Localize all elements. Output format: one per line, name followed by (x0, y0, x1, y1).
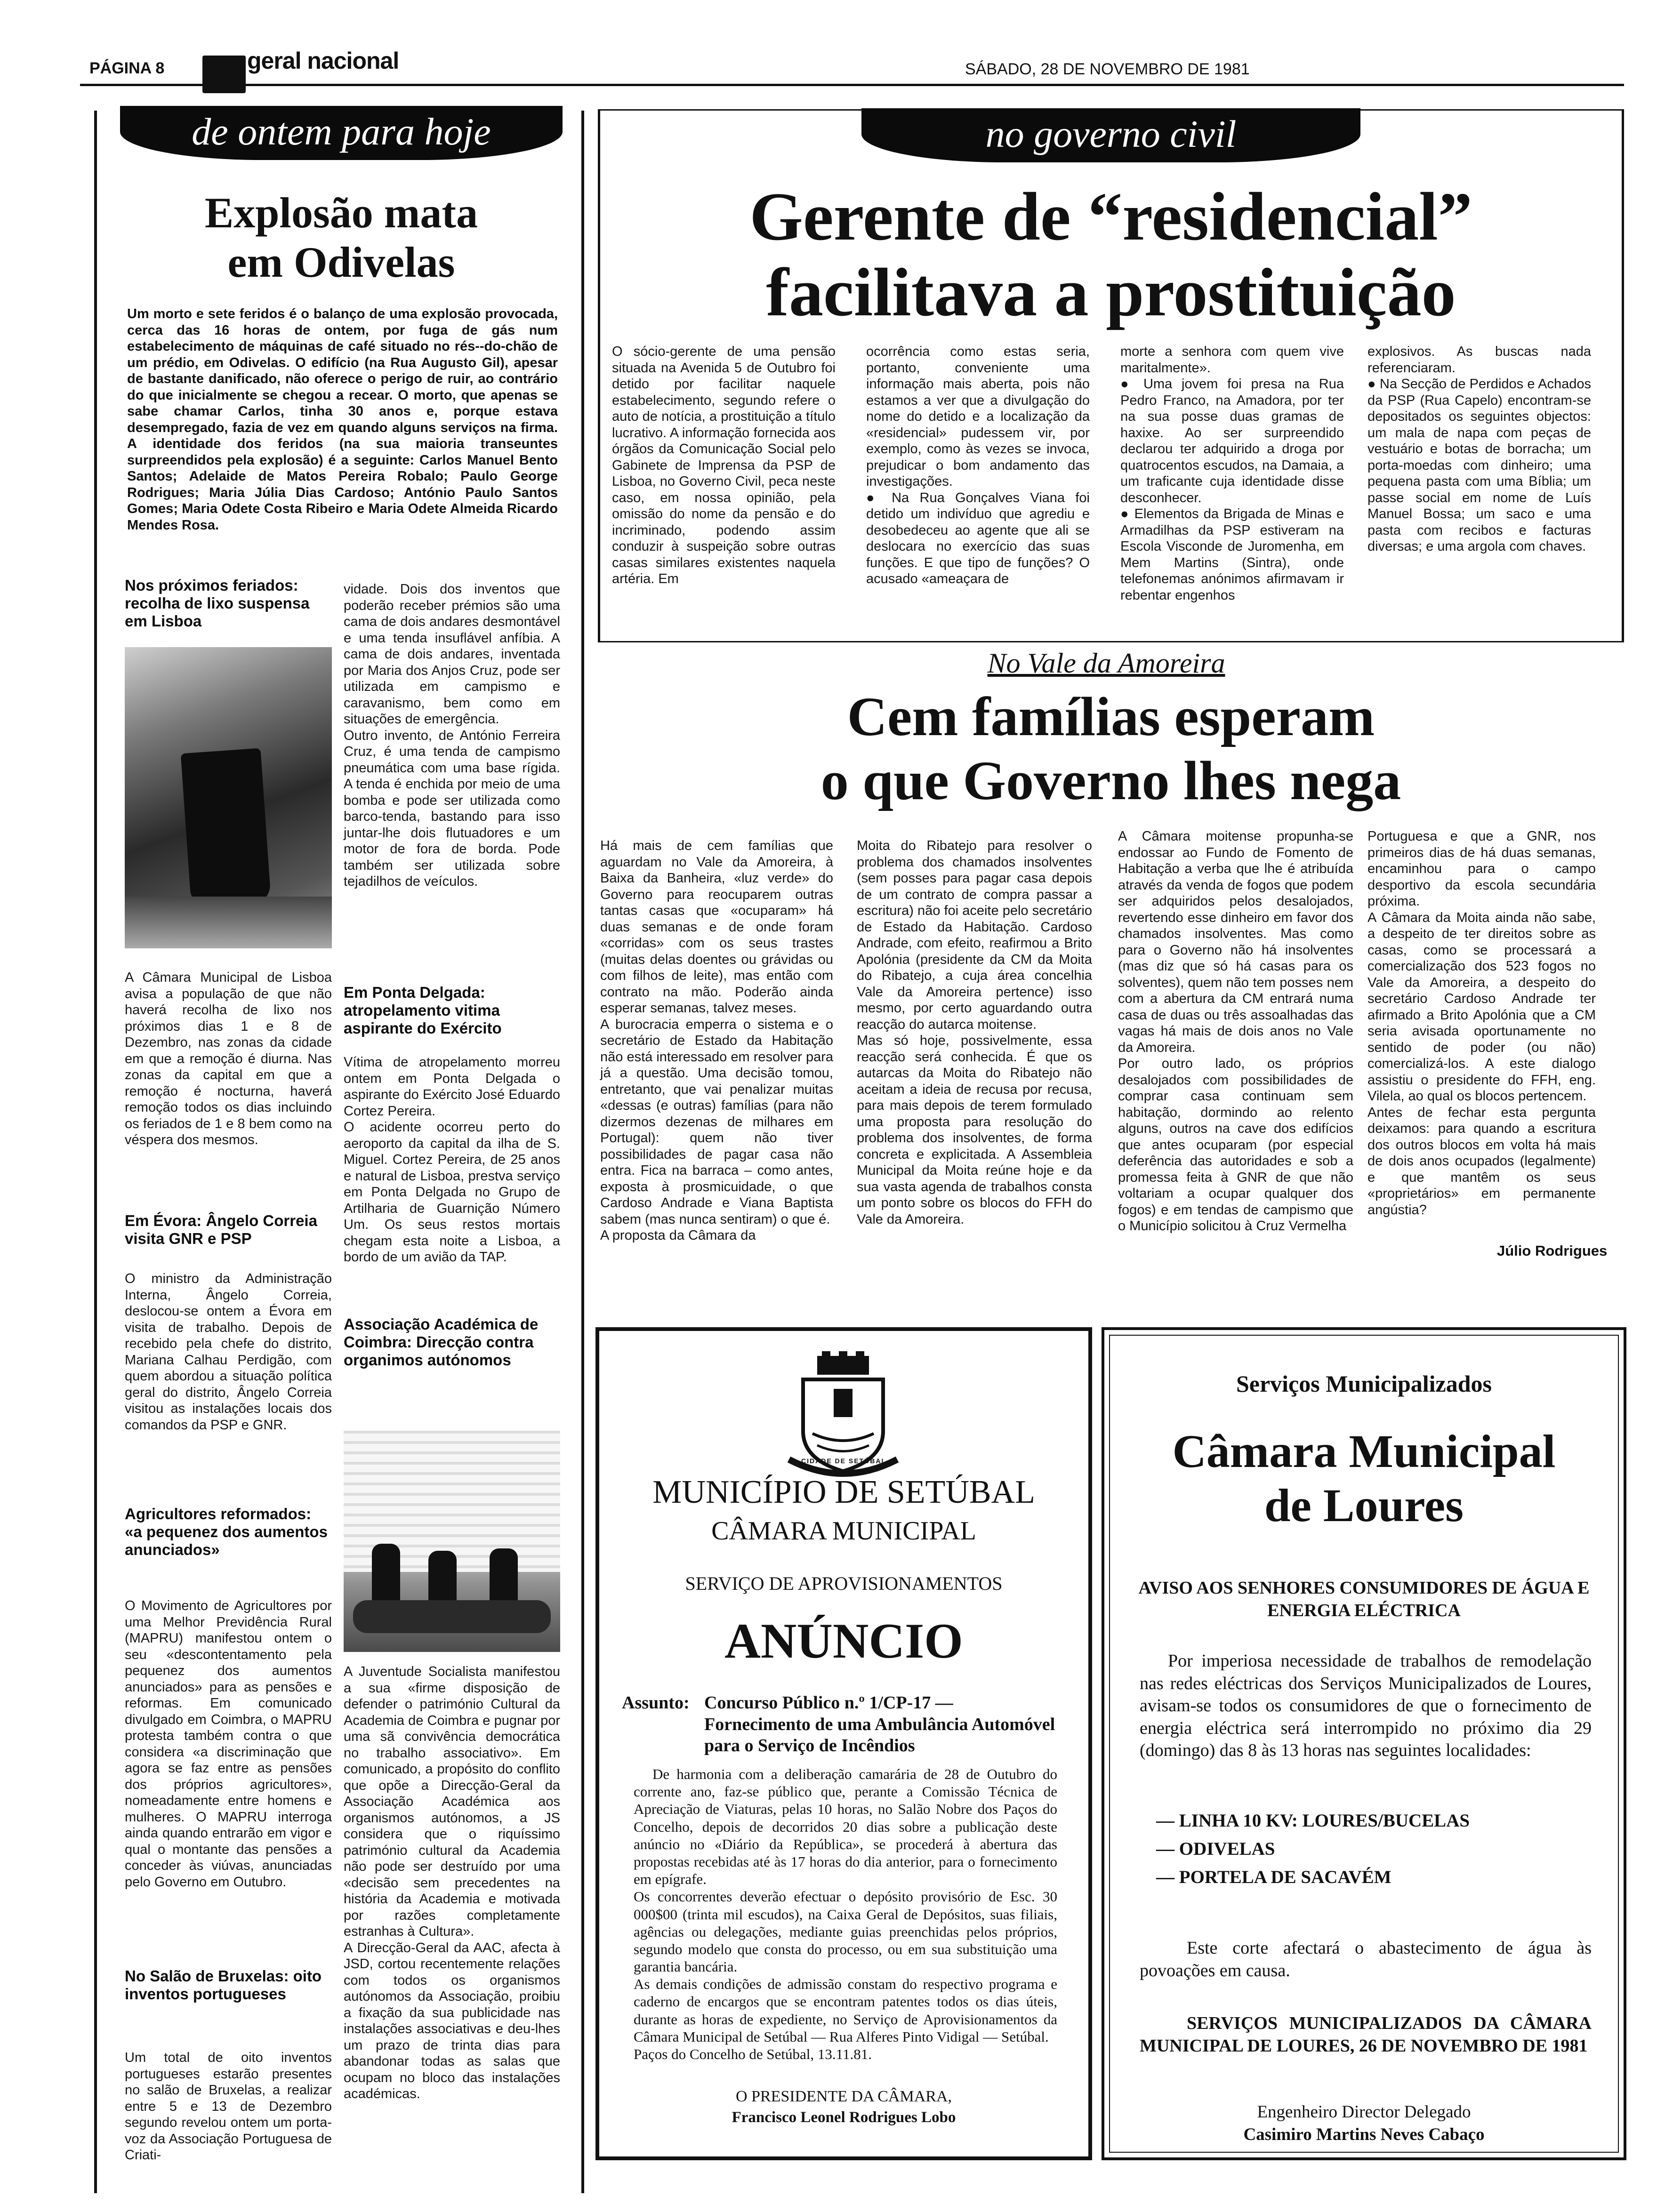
top-story-column: explosivos. As buscas nada referenciaram. ● Na Secção de Perdidos e Achados da PSP (Rua Capelo) encontram-se depositados os seguintes objectos: um mala de napa com peças de vestuário e botas de borracha; um porta-moedas com dinheiro; uma pequena pasta com uma Bíblia; um passe social em nome de Luís Manuel Bossa; um saco e uma pasta com recibos e facturas diversas; e uma argola com chaves. (1367, 344, 1591, 554)
left-column-border (581, 111, 584, 2193)
top-story-border (1622, 111, 1624, 642)
left-column-border (94, 111, 97, 2193)
brief-title: No Salão de Bruxelas: oito inventos portugueses (125, 1967, 322, 2003)
byline: Júlio Rodrigues (1497, 1242, 1608, 1259)
brief-body: O ministro da Administração Interna, Ângelo Correia, deslocou-se ontem a Évora em visita de trabalho. Depois de recebido pela chefe do distrito, Mariana Calhau Perdigão, com quem abordou a situação política geral do distrito, Ângelo Correia visitou as instalações locais dos comandos da PSP e GNR. (125, 1271, 332, 1433)
page-number: PÁGINA 8 (89, 59, 165, 77)
top-story-column: morte a senhora com quem vive maritalmente». ● Uma jovem foi presa na Rua Pedro Franco, na Amadora, por ter na sua posse duas gramas de haxixe. Ao ser surpreendido declarou ter adquirido a droga por quatrocentos escudos, na Damaia, a um traficante cuja identidade disse desconhecer. ● Elementos da Brigada de Minas e Armadilhas da PSP estiveram na Escola Visconde de Juromenha, em Mem Martins (Sintra), onde telefonemas anónimos afirmavam ir rebentar engenhos (1120, 344, 1344, 603)
top-story-column: ocorrência como estas seria, portanto, conveniente uma informação mais aberta, pois não estamos a ver que a divulgação do nome do detido e a localização da «residencial» pudessem vir, por exemplo, como às vezes se invoca, prejudicar o bom andamento das investigações. ● Na Rua Gonçalves Viana foi detido um indivíduo que agrediu e desobedeceu ao agente que ali se deslocara no exercício das suas funções. E que tipo de funções? O acusado «ameaçara de (866, 344, 1090, 586)
brief-body: Um total de oito inventos portugueses estarão presentes no salão de Bruxelas, a realizar entre 5 e 13 de Dezembro segundo revelou ontem um porta-voz da Associação Portuguesa de Criati- (125, 2050, 332, 2163)
brief-feriados (125, 577, 332, 630)
ground-shade (125, 897, 332, 948)
section-banner: de ontem para hoje (120, 106, 563, 160)
ad-signature-name: Casimiro Martins Neves Cabaço (1243, 2125, 1485, 2144)
ad-setubal-body: De harmonia com a deliberação camarária de 28 de Outubro do corrente ano, faz-se público que, perante a Comissão Técnica de Apreciação de Viaturas, pelas 10 horas, no Salão Nobre dos Paços do Concelho, depois de decorridos 20 dias sobre a publicação deste anúncio no «Diário da República», se procederá à abertura das propostas recebidas até às 17 horas do dia anterior, para o fornecimento em epígrafe. Os concorrentes deverão efectuar o depósito provisório de Esc. 30 000$00 (trinta mil escudos), na Caixa Geral de Depósitos, suas filiais, agências ou delegações, mediante guias preenchidas pelos próprios, segundo modelo que consta do processo, ou em sua substituição uma garantia bancária. As demais condições de admissão constam do respectivo programa e caderno de encargos que se encontram patentes todos os dias úteis, durante as horas de expediente, no Serviço de Aprovisionamentos da Câmara Municipal de Setúbal — Rua Alferes Pinto Vidigal — Setúbal. Paços do Concelho de Setúbal, 13.11.81. (634, 1766, 1057, 2062)
top-story-border (598, 111, 600, 642)
brief-title: Agricultores reformados: «a pequenez dos aumentos anunciados» (125, 1505, 328, 1558)
ad-loures-body: Por imperiosa necessidade de trabalhos de remodelação nas redes eléctricas dos Serviços Municipalizados de Loures, avisam-se todos os consumidores de que o fornecimento de energia eléctrica será interrompido no próximo dia 29 (domingo) das 8 às 13 horas nas seguintes localidades: (1140, 1651, 1592, 1760)
ad-setubal-subtitle: CÂMARA MUNICIPAL (711, 1516, 976, 1546)
ad-subject: Concurso Público n.º 1/CP-17 — Fornecimento de uma Ambulância Automóvel para o Serviço de Incêndios (704, 1693, 1055, 1756)
brief-body: O Movimento de Agricultores por uma Melhor Previdência Rural (MAPRU) manifestou ontem o seu «descontentamento pela pequenez dos aumentos anunciados» para as pensões e reformas. Em comunicado divulgado em Coimbra, o MAPRU protesta também contra o que considera «a discriminação que agora se faz entre as pensões dos próprios agricultores», nomeadamente entre homens e mulheres. O MAPRU interroga ainda quando entrarão em vigor e qual o montante das pensões a conceder às viúvas, anunciadas pelo Governo em Outubro. (125, 1598, 332, 1890)
horsemen-photo (344, 1431, 560, 1652)
lead-summary: Um morto e sete feridos é o balanço de uma explosão provocada, cerca das 16 horas de ontem, por fuga de gás num estabelecimento de máquinas de café situado no rés--do-chão de um prédio, em Odivelas. O edifício (na Rua Augusto Gil), apesar de bastante danificado, não oferece o perigo de ruir, ao contrário do que inicialmente se chegou a recear. O morto, que apenas se sabe chamar Carlos, tinha 30 anos e, porque estava desempregado, fazia de vez em quando alguns serviços na firma. A identidade dos feridos (na sua maioria transeuntes surpreendidos pela explosão) é a seguinte: Carlos Manuel Bento Santos; Adelaide de Matos Pereira Robalo; Paulo George Rodrigues; Maria Júlia Dias Cardoso; António Paulo Santos Gomes; Maria Odete Costa Ribeiro e Maria Odete Almeida Ricardo Mendes Rosa. (127, 306, 558, 533)
second-story-column: Moita do Ribatejo para resolver o problema dos chamados insolventes (sem posses para pagar casa depois de um contrato de compra passar a escritura) não foi aceite pelo secretário de Estado da Habitação. Cardoso Andrade, com efeito, reafirmou a Brito Apolónia (presidente da CM da Moita do Ribatejo, a cuja área concelhia Vale da Amoreira pertence) isso mesmo, por certo aguardando outra reacção do autarca moitense. Mas só hoje, possivelmente, essa reacção será conhecida. É que os autarcas da Moita do Ribatejo não aceitam a ideia de recusa por recusa, para mais depois de terem formulado uma proposta para resolução do problema dos insolventes, de forma concreta e explicitada. A Assembleia Municipal da Moita reúne hoje e da sua vasta agenda de trabalhos consta um ponto sobre os blocos do FFH do Vale da Amoreira. (857, 838, 1092, 1227)
ad-loures-place: — ODIVELAS (1156, 1839, 1275, 1859)
top-story-rule (598, 641, 1624, 642)
header-rule (80, 84, 1624, 86)
second-story-headline: Cem famílias esperam o que Governo lhes nega (820, 686, 1401, 811)
ad-signature-role: O PRESIDENTE DA CÂMARA, (735, 2088, 952, 2105)
ad-loures-place: — LINHA 10 KV: LOURES/BUCELAS (1156, 1811, 1470, 1831)
top-story-headline: Gerente de “residencial” facilitava a prostituição (749, 178, 1472, 330)
ad-signature-name: Francisco Leonel Rodrigues Lobo (732, 2109, 956, 2126)
ad-setubal-service: SERVIÇO DE APROVISIONAMENTOS (685, 1573, 1003, 1594)
second-story-kicker: No Vale da Amoreira (987, 648, 1225, 679)
brief-body: vidade. Dois dos inventos que poderão receber prémios são uma cama de dois andares desmontável e uma tenda insuflável anfíbia. A cama de dois andares, inventada por Maria dos Anjos Cruz, pode ser utilizada em campismo e caravanismo, bem como em situações de emergência. Outro invento, de António Ferreira Cruz, é uma tenda de campismo pneumática com uma base rígida. A tenda é enchida por meio de uma bomba e pode ser utilizada como barco-tenda, bastando para isso juntar-lhe dois flutuadores e um motor de fora de borda. Pode também ser utilizada sobre tejadilhos de veículos. (344, 582, 560, 889)
crest-motto: CIDADE DE SETÚBAL (801, 1457, 886, 1465)
ad-loures (1102, 1327, 1626, 2160)
masthead-logo-text: geral nacional (247, 48, 399, 74)
brief-body: Vítima de atropelamento morreu ontem em Ponta Delgada o aspirante do Exército José Eduardo Cortez Pereira. O acidente ocorreu perto do aeroporto da capital da ilha de S. Miguel. Cortez Pereira, de 25 anos e natural de Lisboa, prestva serviço em Ponta Delgada no Grupo de Artilharia de Guarnição Número Um. Os seus restos mortais chegam esta noite a Lisboa, a bordo de um avião da TAP. (344, 1055, 560, 1265)
brief-body: A Câmara Municipal de Lisboa avisa a população de que não haverá recolha de lixo nos próximos dias 1 e 8 de Dezembro, nas zonas da cidade em que a remoção é diurna. Nas zonas da capital em que a remoção é nocturna, haverá remoção todos os dias incluindo os feriados de 1 e 8 bem como na véspera dos mesmos. (125, 970, 332, 1147)
ad-loures-notice: AVISO AOS SENHORES CONSUMIDORES DE ÁGUA E ENERGIA ELÉCTRICA (1138, 1578, 1590, 1620)
ad-setubal-heading: ANÚNCIO (724, 1613, 963, 1668)
ad-setubal-title: MUNICÍPIO DE SETÚBAL (652, 1474, 1035, 1510)
ad-loures-place: — PORTELA DE SACAVÉM (1156, 1867, 1392, 1887)
bin-silhouette (181, 748, 272, 908)
page-date: SÁBADO, 28 DE NOVEMBRO DE 1981 (965, 60, 1250, 78)
ad-loures-title: Câmara Municipal de Loures (1172, 1425, 1556, 1531)
top-story-column: O sócio-gerente de uma pensão situada na Avenida 5 de Outubro foi detido por facilitar naquele estabelecimento, segundo refere o auto de notícia, a prostituição a título lucrativo. A informação fornecida aos órgãos da Comunicação Social pelo Gabinete de Imprensa da PSP de Lisboa, no Governo Civil, peca neste caso, em nossa opinião, pela omissão do nome da pensão e do incriminado, podendo assim conduzir à suspeição sobre outras casas similares existentes naquela artéria. Em (612, 344, 836, 586)
lead-headline: Explosão mata em Odivelas (204, 189, 478, 286)
brief-body: A Juventude Socialista manifestou a sua «firme disposição de defender o património Cultural da Academia de Coimbra e pugnar por uma sã convivência democrática no trabalho associativo». Em comunicado, a propósito do conflito que opõe a Direcção-Geral da Associação Académica aos organismos autónomos, a JS considera que o riquíssimo património cultural da Academia não pode ser destruído por uma «decisão sem precedentes na história da Academia e motivada por razões completamente estranhas à Cultura». A Direcção-Geral da AAC, afecta à JSD, cortou recentemente relações com todos os organismos autónomos da Associação, proibiu a fixação da sua publicidade nas instalações associativas e deu-lhes um prazo de trinta dias para abandonar todas as salas que ocupam no bloco das instalações académicas. (344, 1664, 560, 2101)
second-story-column: Há mais de cem famílias que aguardam no Vale da Amoreira, à Baixa da Banheira, «luz verde» do Governo para reocuparem outras tantas casas que «ocuparam» há duas semanas e de onde foram «corridas» com os seus trastes (muitas delas doentes ou grávidas ou com filhos de leite), mas então com contrato na mão. Poderão ainda esperar semanas, talvez meses. A burocracia emperra o sistema e o secretário de Estado da Habitação não está interessado em resolver para já a questão. Uma decisão tomou, entretanto, que vai penalizar muitas «dessas (e outras) famílias (para não dizermos dezenas de milhares em Portugal): quem não tiver possibilidades de pagar casa não entra. Fica na barraca – como antes, exposta à prosmicuidade, o que Cardoso Andrade e Viana Baptista sabem (mas nunca sentiram) o que é. A proposta da Câmara da (600, 838, 833, 1243)
section-banner: no governo civil (861, 108, 1360, 162)
garbage-photo (125, 647, 332, 948)
ad-loures-effect: Este corte afectará o abastecimento de água às povoações em causa. (1140, 1938, 1592, 1980)
horses-silhouette (353, 1600, 551, 1633)
second-story-column: Portuguesa e que a GNR, nos primeiros dias de há duas semanas, encaminhou para o campo desportivo da escola secundária próxima. A Câmara da Moita ainda não sabe, a despeito de ter direitos sobre as casas, como se processará a comercialização dos 523 fogos no Vale da Amoreira, a despeito do secretário Cardoso Andrade ter afirmado a Brito Apolónia que a CM seria avisada oportunamente no sentido de poder (ou não) comercializá-los. A este dialogo assistiu o presidente do FFH, eng. Vilela, ao qual os blocos pertencem. Antes de fechar esta pergunta deixamos: para quando a escritura dos outros blocos em volta há mais de dois anos ocupados (legalmente) e que mantêm os seus «proprietários» em permanente angústia? (1367, 829, 1596, 1218)
masthead-logo-mark (202, 56, 246, 93)
brief-title: Associação Académica de Coimbra: Direcção contra organimos autónomos (344, 1315, 539, 1369)
ad-setubal (595, 1327, 1092, 2160)
second-story-column: A Câmara moitense propunha-se endossar ao Fundo de Fomento de Habitação a verba que lhe é atribuída através da venda de fogos que podem ser adquiridos pelos desalojados, revertendo esse dinheiro em favor dos chamados insolventes. Mas como para o Governo não há insolventes (mas diz que só há casas para os solventes), quem não tem posses nem com a abertura da CM entrará numa casa de duas ou três assoalhadas das vagas há mais de dois anos no Vale da Amoreira. Por outro lado, os próprios desalojados com possibilidades de comprar casa continuam sem habitação, dormindo ao relento alguns, outros na cave dos edifícios que antes ocuparam (por especial deferência das autoridades e sob a promessa feita à GNR de que não voltariam a ocupar qualquer dos fogos) e em tendas de campismo que o Município solicitou à Cruz Vermelha (1118, 829, 1353, 1234)
ad-subject-label: Assunto: (622, 1693, 690, 1713)
ad-signature-role: Engenheiro Director Delegado (1257, 2102, 1471, 2122)
ad-loures-eyebrow: Serviços Municipalizados (1236, 1370, 1492, 1397)
brief-title: Em Évora: Ângelo Correia visita GNR e PSP (125, 1212, 317, 1247)
brief-title: Em Ponta Delgada: atropelamento vitima aspirante do Exército (344, 984, 502, 1037)
brief-title: Nos próximos feriados: recolha de lixo suspensa em Lisboa (125, 577, 310, 630)
ad-loures-closing: SERVIÇOS MUNICIPALIZADOS DA CÂMARA MUNICIPAL DE LOURES, 26 DE NOVEMBRO DE 1981 (1140, 2013, 1592, 2056)
